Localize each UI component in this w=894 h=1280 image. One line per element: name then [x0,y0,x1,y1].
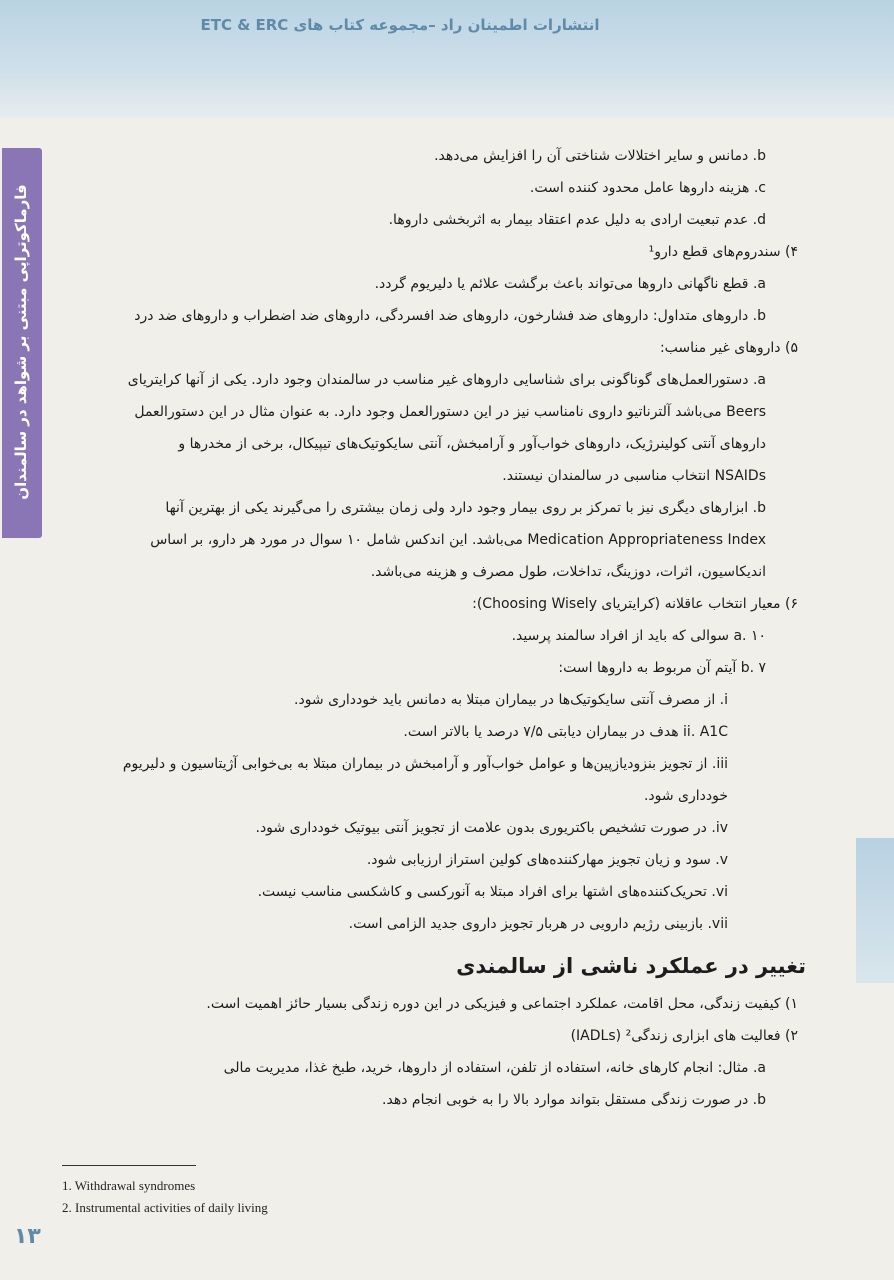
text-line: b. ۷ آیتم آن مربوط به داروها است: [558,660,766,676]
page-body [92,140,812,1116]
chapter-side-tab-label: فارماکوتراپی مبتنی بر شواهد در سالمندان [12,184,30,500]
text-line: ۶) معیار انتخاب عاقلانه (کرایتریای Choosing Wisely): [472,596,798,612]
footnote-divider [62,1165,196,1166]
text-line: vi. تحریک‌کننده‌های اشتها برای افراد مبتلا به آنورکسی و کاشکسی مناسب نیست. [257,884,728,900]
text-line: v. سود و زیان تجویز مهارکننده‌های کولین استراز ارزیابی شود. [366,852,728,868]
text-line: b. در صورت زندگی مستقل بتواند موارد بالا را به خوبی انجام دهد. [382,1092,766,1108]
text-line: داروهای آنتی کولینرژیک، داروهای خواب‌آور و آرامبخش، آنتی سایکوتیک‌های تیپیکال، برخی از مخدرها و [178,436,766,452]
text-line: vii. بازبینی رژیم دارویی در هربار تجویز داروی جدید الزامی است. [348,916,728,932]
text-line: ۵) داروهای غیر مناسب: [659,340,798,356]
text-line: اندیکاسیون، اثرات، دوزینگ، تداخلات، طول مصرف و هزینه می‌باشد. [370,564,766,580]
text-line: ۱) کیفیت زندگی، محل اقامت، عملکرد اجتماعی و فیزیکی در این دوره زندگی بسیار حائز اهمیت است. [206,996,798,1012]
text-line: ۴) سندروم‌های قطع دارو¹ [648,244,798,260]
text-line: b. داروهای متداول: داروهای ضد فشارخون، داروهای ضد افسردگی، داروهای ضد اضطراب و داروهای ضد درد [134,308,766,324]
text-line: d. عدم تبعیت ارادی به دلیل عدم اعتقاد بیمار به اثربخشی داروها. [388,212,766,228]
text-line: a. قطع ناگهانی داروها می‌تواند باعث برگشت علائم یا دلیریوم گردد. [374,276,766,292]
section-heading: تغییر در عملکرد ناشی از سالمندی [456,954,806,978]
text-line: Beers می‌باشد آلترناتیو داروی نامناسب نیز در این دستورالعمل وجود دارد. به عنوان مثال در این دستورالعمل [134,404,766,420]
text-line: b. دمانس و سایر اختلالات شناختی آن را افزایش می‌دهد. [434,148,766,164]
footnote-2: 2. Instrumental activities of daily living [62,1200,268,1215]
text-line: خودداری شود. [643,788,728,804]
footnote-1: 1. Withdrawal syndromes [62,1178,196,1193]
body-text-block-2 [92,988,812,1116]
text-line: Medication Appropriateness Index می‌باشد. این اندکس شامل ۱۰ سوال در مورد هر دارو، بر اساس [150,532,766,548]
text-line: ii. A1C هدف در بیماران دیابتی ۷/۵ درصد یا بالاتر است. [403,724,728,740]
right-edge-band [856,838,894,983]
text-line: i. از مصرف آنتی سایکوتیک‌ها در بیماران مبتلا به دمانس باید خودداری شود. [294,692,728,708]
header-band [0,0,894,118]
text-line: a. مثال: انجام کارهای خانه، استفاده از تلفن، استفاده از داروها، خرید، طبخ غذا، مدیریت مالی [223,1060,766,1076]
text-line: c. هزینه داروها عامل محدود کننده است. [529,180,766,196]
body-text-block [92,140,812,940]
text-line: b. ابزارهای دیگری نیز با تمرکز بر روی بیمار وجود دارد ولی زمان بیشتری را می‌گیرند یکی از بهترین آنها [165,500,766,516]
page-number: ۱۳ [14,1224,41,1249]
text-line: a. ۱۰ سوالی که باید از افراد سالمند پرسید. [511,628,766,644]
text-line: iv. در صورت تشخیص باکتریوری بدون علامت از تجویز آنتی بیوتیک خودداری شود. [255,820,728,836]
text-line: a. دستورالعمل‌های گوناگونی برای شناسایی داروهای غیر مناسب در سالمندان وجود دارد. یکی از آنها کرایتریای [127,372,766,388]
text-line: NSAIDs انتخاب مناسبی در سالمندان نیستند. [502,468,766,484]
chapter-side-tab [2,148,42,538]
text-line: ۲) فعالیت های ابزاری زندگی² (IADLs) [570,1028,798,1044]
running-header: انتشارات اطمینان راد –مجموعه کتاب های ETC & ERC [200,16,600,34]
footnotes [62,1175,268,1219]
text-line: iii. از تجویز بنزودیازپین‌ها و عوامل خواب‌آور و آرامبخش در بیماران مبتلا به بی‌خوابی آژیتاسیون و دلیریوم [122,756,728,772]
